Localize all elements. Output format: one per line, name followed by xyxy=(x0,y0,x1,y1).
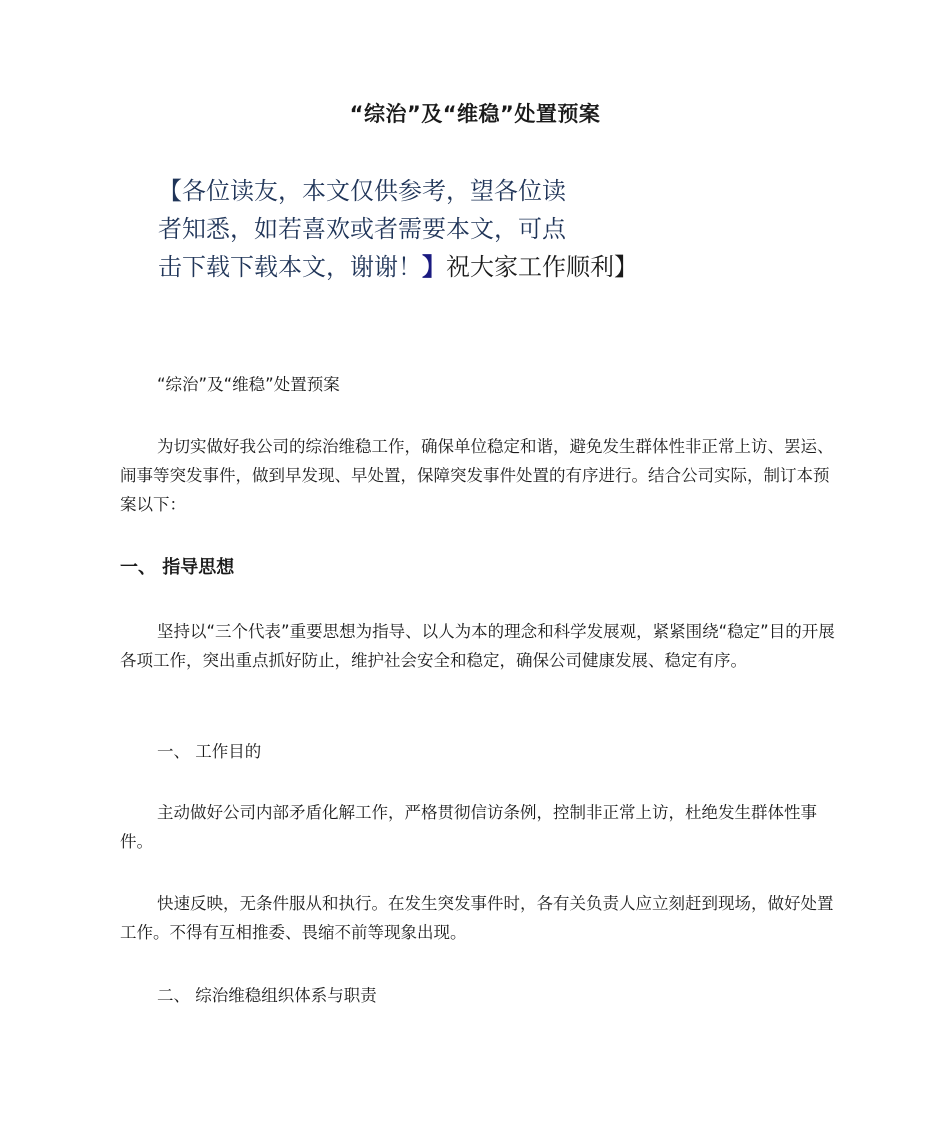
intro-paragraph: 为切实做好我公司的综治维稳工作，确保单位稳定和谐，避免发生群体性非正常上访、罢运、闹事等突发事件，做到早发现、早处置，保障突发事件处置的有序进行。结合公司实际，制订本预案以下： xyxy=(120,437,834,514)
document-title: “综治”及“维稳”处置预案 xyxy=(349,102,601,126)
work-purpose-paragraph-1: 主动做好公司内部矛盾化解工作，严格贯彻信访条例，控制非正常上访，杜绝发生群体性事件。 xyxy=(120,803,817,851)
work-purpose-paragraph-2: 快速反映，无条件服从和执行。在发生突发事件时，各有关负责人应立刻赶到现场，做好处置工作。不得有互相推委、畏缩不前等现象出现。 xyxy=(120,894,834,942)
notice-line-3-start: 击下载下载本文，谢谢！ xyxy=(158,253,422,281)
section-heading-organization: 二、 综治维稳组织体系与职责 xyxy=(157,986,377,1005)
notice-line-3 xyxy=(158,248,718,286)
notice-closing-bracket: 】 xyxy=(422,252,446,281)
notice-line-3-end: 祝大家工作顺利】 xyxy=(446,253,638,281)
section-heading-guiding-thought: 一、 指导思想 xyxy=(120,557,235,578)
guiding-thought-paragraph: 坚持以“三个代表”重要思想为指导、以人为本的理念和科学发展观，紧紧围绕“稳定”目的开展各项工作，突出重点抓好防止，维护社会安全和稳定，确保公司健康发展、稳定有序。 xyxy=(120,622,835,670)
notice-line-1: 【各位读友，本文仅供参考，望各位读 xyxy=(158,177,566,205)
section-heading-work-purpose: 一、 工作目的 xyxy=(157,742,262,761)
document-subtitle: “综治”及“维稳”处置预案 xyxy=(157,375,340,394)
notice-line-2: 者知悉，如若喜欢或者需要本文，可点 xyxy=(158,215,566,243)
reader-notice xyxy=(158,172,718,286)
